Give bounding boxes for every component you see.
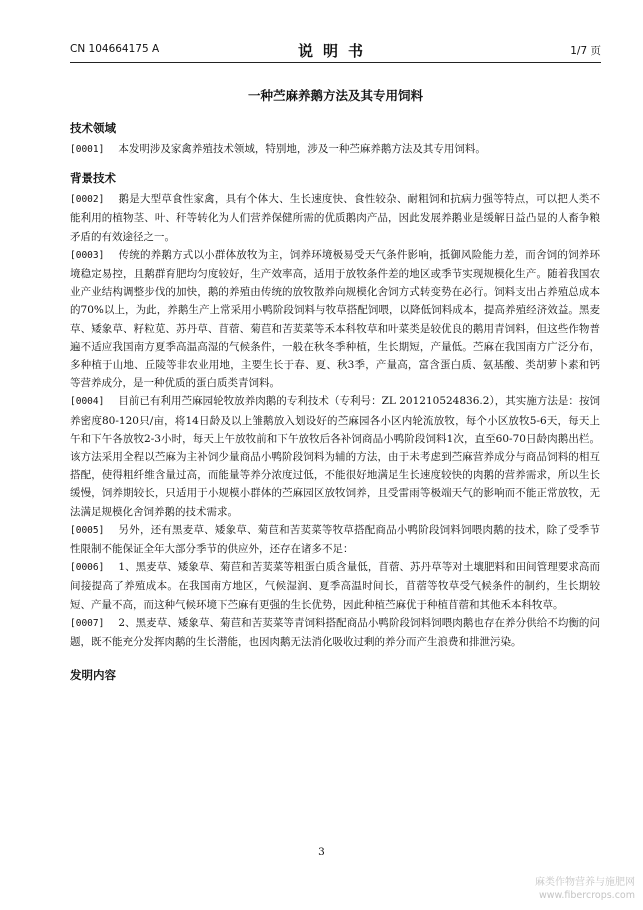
paragraph-number: [0001]: [70, 144, 105, 155]
paragraph: [70, 521, 600, 558]
document-type: 说明书: [297, 42, 373, 60]
paragraph-number: [0002]: [70, 194, 105, 206]
paragraph: [70, 614, 600, 651]
paragraph-number: [0005]: [70, 524, 105, 536]
paragraph-number: [0006]: [70, 562, 105, 574]
paragraph-text: 2、黑麦草、矮象草、菊苣和苦荬菜等青饲料搭配商品小鸭阶段饲料饲喂肉鹅也存在养分供给不均衡的问题，既不能充分发挥肉鹅的生长潜能，也因肉鹅无法消化吸收过剩的养分而产生浪费和排泄污染。: [70, 616, 600, 649]
paragraph-number: [0003]: [70, 249, 105, 261]
page-number: 3: [318, 846, 325, 858]
section-heading-technical-field: 技术领域: [70, 121, 116, 135]
header-rule: [70, 62, 601, 63]
paragraph-text: 目前已有利用苎麻园轮牧放养肉鹅的专利技术（专利号：ZL 201210524836.2），其实施方法是：按饲养密度80-120只/亩，将14日龄及以上雏鹅放入划设好的苎麻园各小区内轮流放牧，每个小区放牧5-6天，每天上午和下午各放牧2-3小时，每天上午放牧前和下午放牧后各补饲商品小鸭阶段饲料1次，直至60-70日龄肉鹅出栏。该方法采用全程以苎麻为主补饲少量商品小鸭阶段饲料为辅的方法，由于未考虑到苎麻营养成分与商品饲料的相互搭配，使得粗纤维含量过高，而能量等养分浓度过低，不能很好地满足生长速度较快的肉鹅的营养需求，所以生长缓慢，饲养期较长，只适用于小规模小群体的苎麻园区放牧饲养，且受雷雨等极端天气的影响而不能正常放牧，无法满足规模化舍饲养鹅的技术需求。: [70, 395, 600, 518]
paragraph-text: 另外，还有黑麦草、矮象草、菊苣和苦荬菜等牧草搭配商品小鸭阶段饲料饲喂肉鹅的技术，除了受季节性限制不能保证全年大部分季节的供应外，还存在诸多不足：: [70, 523, 600, 556]
paragraph-number: [0004]: [70, 396, 105, 408]
paragraph-text: 鹅是大型草食性家禽，具有个体大、生长速度快、食性较杂、耐粗饲和抗病力强等特点，可以把人类不能利用的植物茎、叶、秆等转化为人们营养保健所需的优质鹅肉产品，因此发展养鹅业是缓解日益凸显的人畜争粮矛盾的有效途径之一。: [70, 193, 600, 243]
paragraph-text: 传统的养鹅方式以小群体放牧为主，饲养环境极易受天气条件影响，抵御风险能力差，而舍饲的饲养环境稳定易控，且鹅群育肥均匀度较好，生产效率高，适用于放牧条件差的地区或季节实现规模化生产。随着我国农业产业结构调整步伐的加快，鹅的养殖由传统的放牧散养向规模化舍饲方式转变势在必行。饲料支出占养殖总成本的70%以上，为此，养鹅生产上常采用小鸭阶段饲料与牧草搭配饲喂，以降低饲料成本，提高养殖经济效益。黑麦草、矮象草、籽粒苋、苏丹草、苜蓿、菊苣和苦荬菜等禾本科牧草和叶菜类是较优良的鹅用青饲料，但这些作物普遍不适应我国南方夏季高温高湿的气候条件，一般在秋冬季种植，生长期短，产量低。苎麻在我国南方广泛分布，多种植于山地、丘陵等非农业用地，主要生长于春、夏、秋3季，产量高，富含蛋白质、氨基酸、类胡萝卜素和钙等营养成分，是一种优质的蛋白质类青饲料。: [70, 248, 600, 390]
paragraph-text: 本发明涉及家禽养殖技术领域，特别地，涉及一种苎麻养鹅方法及其专用饲料。: [118, 143, 486, 155]
paragraph: [70, 558, 600, 614]
paragraph: [70, 140, 600, 159]
page-info: 1/7 页: [570, 45, 601, 57]
paragraph: [70, 246, 600, 393]
document-body: [70, 120, 600, 683]
paragraph-number: [0007]: [70, 617, 105, 629]
paragraph: [70, 392, 600, 520]
watermark-url: www.fibercrops.com: [538, 890, 635, 901]
section-heading-summary: 发明内容: [70, 668, 116, 683]
paragraph: [70, 190, 600, 246]
watermark-site-name: 麻类作物营养与施肥网: [535, 877, 635, 888]
document-title: 一种苎麻养鹅方法及其专用饲料: [247, 88, 423, 103]
paragraph-text: 1、黑麦草、矮象草、菊苣和苦荬菜等粗蛋白质含量低，苜蓿、苏丹草等对土壤肥料和田间管理要求高而间接提高了养殖成本。在我国南方地区，气候湿润、夏季高温时间长，苜蓿等牧草受气候条件的制约，生长期较短、产量不高，而这种气候环境下苎麻有更强的生长优势，因此种植苎麻优于种植苜蓿和其他禾本科牧草。: [70, 561, 600, 611]
page-header: [70, 40, 601, 60]
watermark: [523, 876, 635, 902]
section-heading-background: 背景技术: [70, 171, 116, 186]
patent-number: CN 104664175 A: [70, 43, 160, 55]
